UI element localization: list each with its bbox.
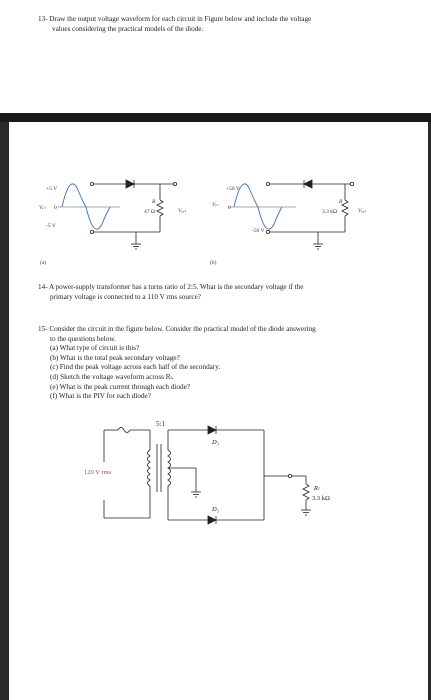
fig-a-input-terminal (90, 182, 93, 185)
question-15-item-f: (f) What is the PIV for each diode? (50, 392, 151, 401)
figure-15 (104, 426, 311, 524)
fig-b-r-label: R (339, 199, 343, 205)
fig-b-vin: Vᵢₙ (212, 202, 219, 208)
fig15-rl-label: Rₗ (314, 485, 320, 492)
fig15-diode-d2 (208, 516, 216, 524)
fig-b-output-terminal (350, 182, 353, 185)
fig-b-tag: (b) (210, 260, 217, 266)
fig-b-input-return (266, 230, 269, 233)
fig15-source-label: 120 V rms (84, 469, 112, 476)
fig-a-r-value: 47 Ω (144, 209, 155, 215)
fig-a-resistor (157, 200, 163, 216)
fig-a-vin: Vᵢₙ (39, 205, 46, 211)
question-15-line2: to the questions below. (50, 334, 116, 343)
fig-b-resistor (342, 200, 348, 216)
question-15-item-b: (b) What is the total peak secondary voltage? (50, 353, 180, 362)
question-15 (38, 325, 388, 402)
fig15-output-node (288, 474, 291, 477)
question-14-line1: 14- A power-supply transformer has a turns ratio of 2:5. What is the secondary voltage if the (38, 283, 304, 291)
question-15-item-a: (a) What type of circuit is this? (50, 344, 140, 353)
question-15-item-e: (e) What is the peak current through each diode? (50, 382, 190, 391)
fig-a-sine-wave (62, 184, 110, 229)
question-15-item-c: (c) Find the peak voltage across each half of the secondary. (50, 363, 221, 372)
fig-a-vpos: +5 V (46, 186, 58, 192)
question-15-line1: 15- Consider the circuit in the figure below. Consider the practical model of the diode answering (38, 325, 316, 333)
fig15-ac-source-symbol (118, 428, 130, 433)
question-13-line2: values considering the practical models of the diode. (52, 25, 204, 33)
fig15-d1-label: D₁ (212, 439, 219, 446)
question-15-item-d: (d) Sketch the voltage waveform across Rₗ. (50, 372, 174, 381)
fig-b-vneg: -50 V (252, 228, 265, 234)
question-13-line1: Draw the output voltage waveform for each circuit in Figure below and include the voltage (49, 15, 312, 23)
fig-a-r-label: R (152, 199, 156, 205)
fig-b-diode (304, 180, 312, 188)
fig-b-vout: Vₒᵤₜ (358, 208, 367, 214)
fig-b-r-value: 3.3 kΩ (322, 209, 338, 215)
fig-b-sine-wave (234, 184, 282, 229)
fig-b-vpos: +50 V (226, 186, 240, 192)
fig-a-vneg: -5 V (46, 223, 56, 229)
fig15-diode-d1 (208, 426, 216, 434)
fig15-rl-value: 3.3 kΩ (312, 495, 330, 502)
fig15-load-resistor (303, 484, 309, 500)
figure-a (58, 180, 177, 249)
fig-a-input-return (90, 230, 93, 233)
question-13-number: 13- (38, 15, 48, 23)
question-14 (38, 282, 388, 302)
question-14-line2: primary voltage is connected to a 110 V rms source? (50, 293, 201, 301)
fig15-d2-label: D₂ (212, 506, 219, 513)
fig-b-zero: 0 (228, 205, 231, 211)
fig-a-vout: Vₒᵤₜ (178, 208, 187, 214)
fig-a-tag: (a) (40, 260, 47, 266)
fig-a-diode (126, 180, 134, 188)
fig15-ratio: 5:1 (156, 420, 165, 428)
fig-a-output-terminal (173, 182, 176, 185)
fig-a-zero: 0 (54, 205, 57, 211)
fig15-primary-coil (148, 450, 151, 486)
fig-b-input-terminal (266, 182, 269, 185)
